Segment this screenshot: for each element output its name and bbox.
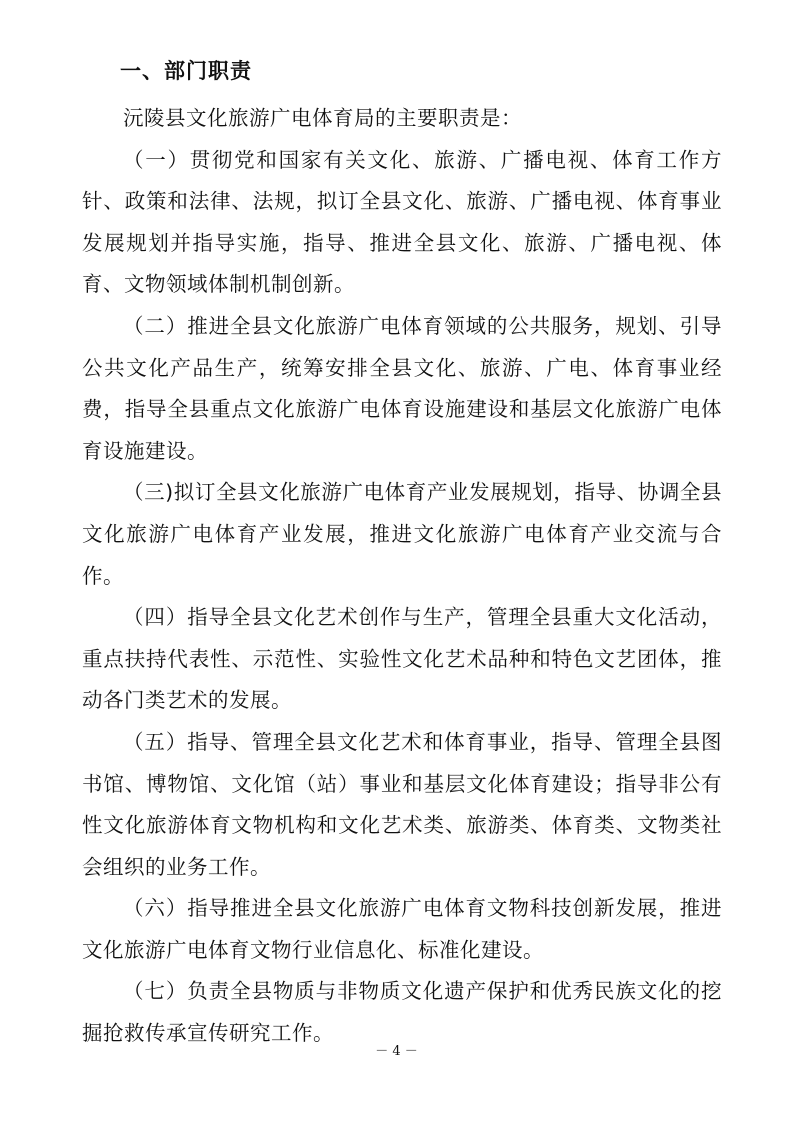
page-number: － 4 －	[375, 1044, 418, 1059]
duty-paragraph-3: （三)拟订全县文化旅游广电体育产业发展规划，指导、协调全县文化旅游广电体育产业发展，推进文化旅游广电体育产业交流与合作。	[82, 480, 722, 588]
section-heading: 一、部门职责	[120, 59, 252, 83]
duty-paragraph-4: （四）指导全县文化艺术创作与生产，管理全县重大文化活动，重点扶持代表性、示范性、实验性文化艺术品种和特色文艺团体，推动各门类艺术的发展。	[82, 605, 722, 713]
duty-paragraph-7: （七）负责全县物质与非物质文化遗产保护和优秀民族文化的挖掘抢救传承宣传研究工作。	[82, 979, 722, 1046]
duty-paragraph-5: （五）指导、管理全县文化艺术和体育事业，指导、管理全县图书馆、博物馆、文化馆（站）事业和基层文化体育建设；指导非公有性文化旅游体育文物机构和文化艺术类、旅游类、体育类、文物类社会组织的业务工作。	[82, 729, 722, 879]
intro-paragraph: 沅陵县文化旅游广电体育局的主要职责是：	[123, 106, 522, 130]
duty-paragraph-2: （二）推进全县文化旅游广电体育领域的公共服务，规划、引导公共文化产品生产，统筹安排全县文化、旅游、广电、体育事业经费，指导全县重点文化旅游广电体育设施建设和基层文化旅游广电体育设施建设。	[82, 313, 722, 463]
duty-paragraph-6: （六）指导推进全县文化旅游广电体育文物科技创新发展，推进文化旅游广电体育文物行业信息化、标准化建设。	[82, 896, 722, 962]
duty-paragraph-1: （一）贯彻党和国家有关文化、旅游、广播电视、体育工作方针、政策和法律、法规，拟订全县文化、旅游、广播电视、体育事业发展规划并指导实施，指导、推进全县文化、旅游、广播电视、体育、文物领域体制机制创新。	[82, 147, 722, 297]
document-body	[82, 98, 722, 1055]
